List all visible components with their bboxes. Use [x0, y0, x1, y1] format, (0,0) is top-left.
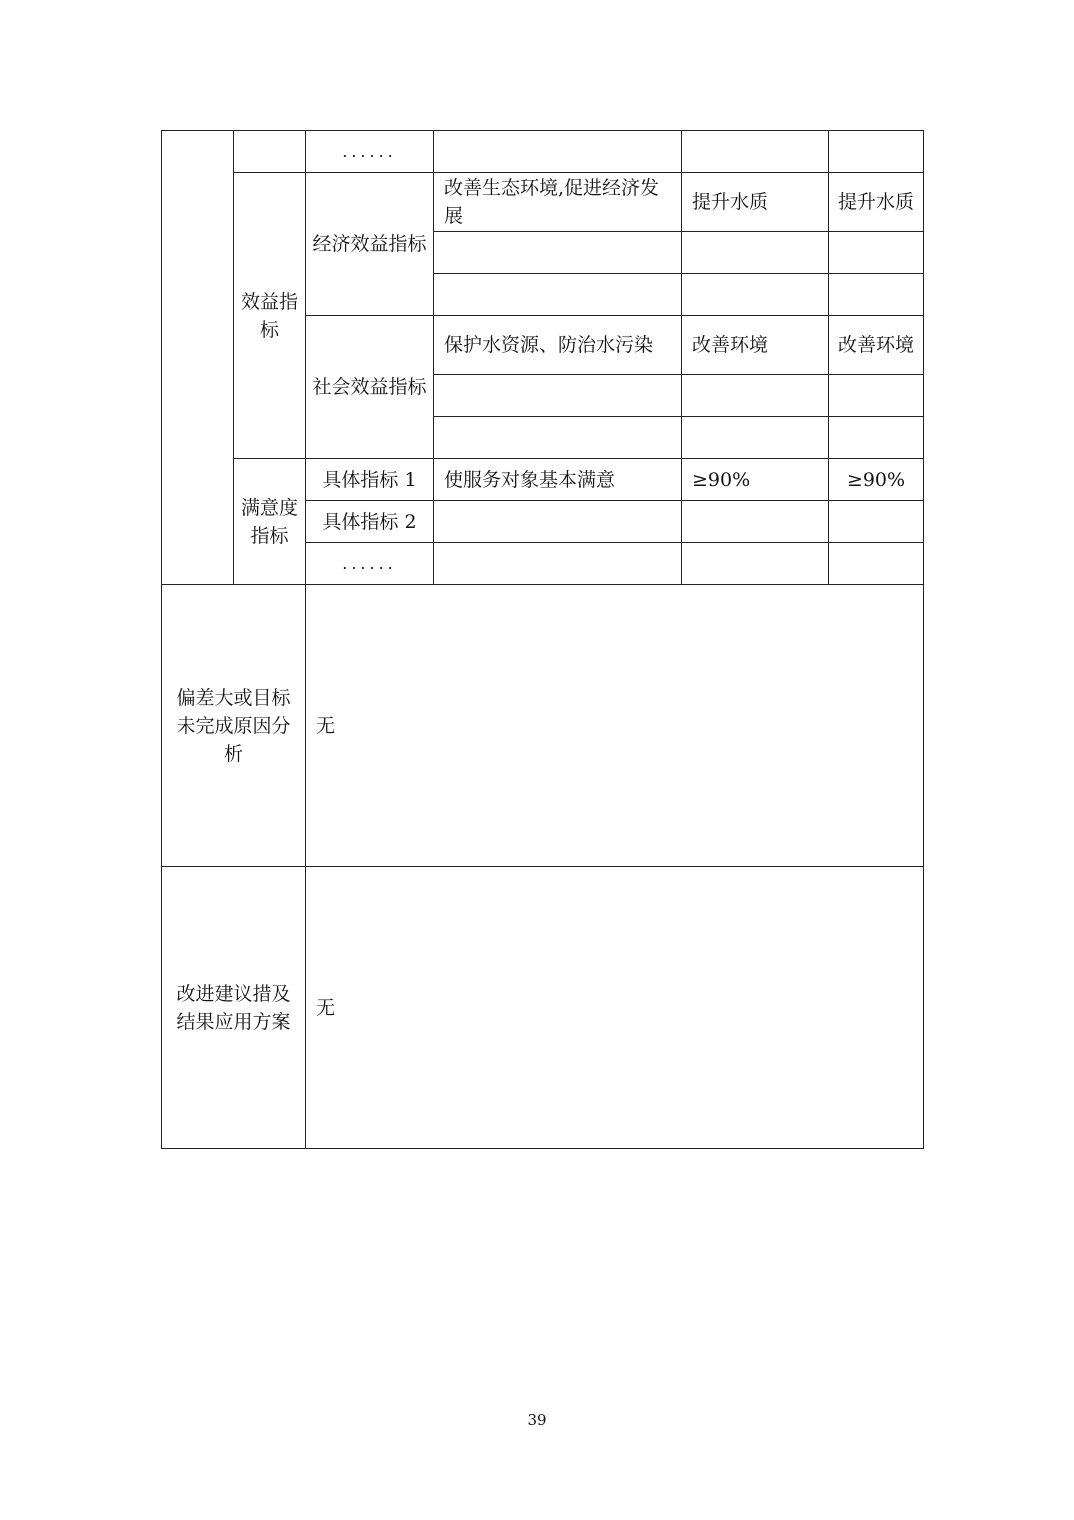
- satisfaction-item-1-target: ≥90%: [682, 459, 829, 501]
- page-number: 39: [527, 1411, 547, 1429]
- table-row: [162, 585, 924, 867]
- social-content: 保护水资源、防治水污染: [434, 316, 682, 375]
- improvement-plan-label: 改进建议措及结果应用方案: [162, 867, 306, 1149]
- economic-indicator-label: 经济效益指标: [306, 173, 434, 316]
- satisfaction-item-2: 具体指标 2: [306, 501, 434, 543]
- benefit-indicator-label: 效益指标: [234, 173, 306, 459]
- table-row: [162, 867, 924, 1149]
- deviation-analysis-label: 偏差大或目标未完成原因分析: [162, 585, 306, 867]
- satisfaction-item-1-content: 使服务对象基本满意: [434, 459, 682, 501]
- dots-cell: ......: [306, 131, 434, 173]
- satisfaction-item-1: 具体指标 1: [306, 459, 434, 501]
- economic-actual: 提升水质: [829, 173, 924, 232]
- satisfaction-indicator-label: 满意度指标: [234, 459, 306, 585]
- satisfaction-item-1-actual: ≥90%: [829, 459, 924, 501]
- dots-cell: ......: [306, 543, 434, 585]
- social-indicator-label: 社会效益指标: [306, 316, 434, 459]
- table-row: [162, 459, 924, 501]
- deviation-analysis-value: 无: [306, 585, 924, 867]
- economic-target: 提升水质: [682, 173, 829, 232]
- economic-content: 改善生态环境,促进经济发展: [434, 173, 682, 232]
- social-target: 改善环境: [682, 316, 829, 375]
- improvement-plan-value: 无: [306, 867, 924, 1149]
- table-row: [162, 173, 924, 232]
- blank-cell: [234, 131, 306, 173]
- social-actual: 改善环境: [829, 316, 924, 375]
- blank-category-cell: [162, 131, 234, 585]
- table-row: [162, 131, 924, 173]
- performance-table: [161, 130, 924, 1149]
